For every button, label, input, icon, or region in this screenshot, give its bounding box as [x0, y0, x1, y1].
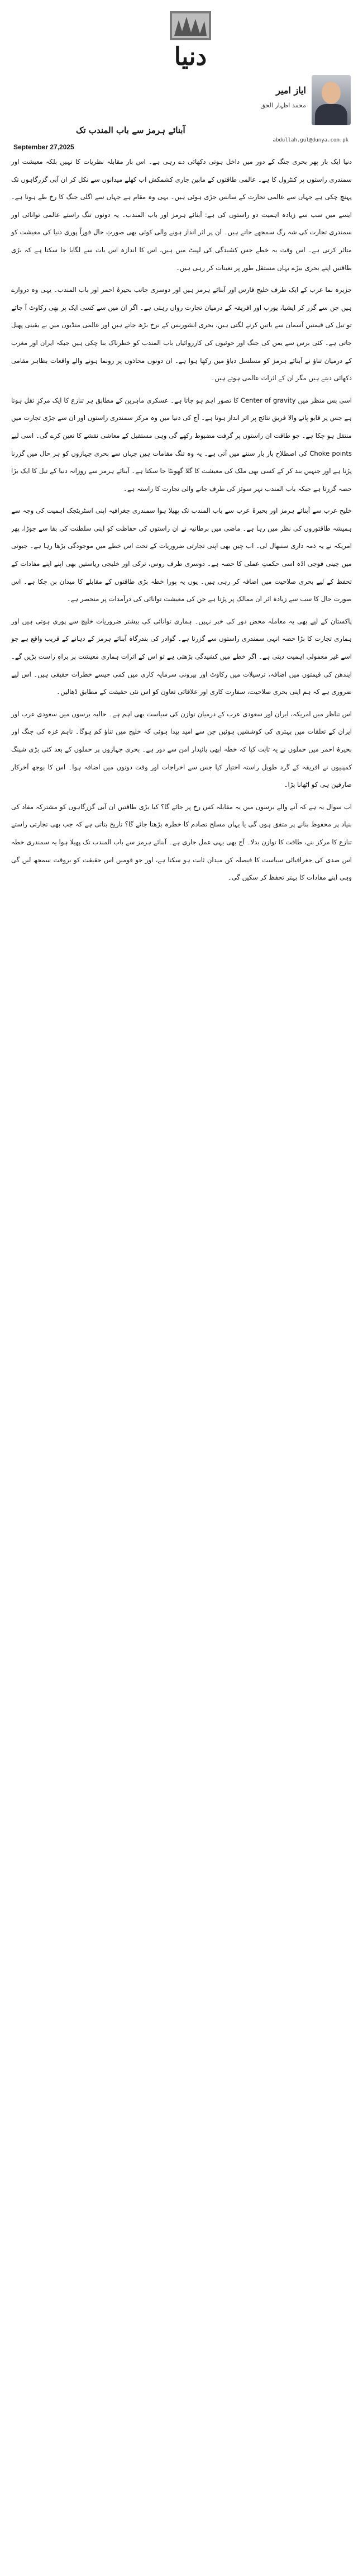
publication-date: September 27,2025 [13, 143, 74, 151]
article-paragraph: خلیج عرب سے آبنائے ہرمز اور بحیرۂ عرب سے باب المندب تک پھیلا ہوا سمندری جغرافیہ اپنی اسٹریٹجک اہمیت کی وجہ سے ہمیشہ طاقتوروں کی نظر میں رہا ہے۔ ماضی میں برطانیہ نے ان راستوں کی حفاظت کو اپنی سلطنت کی بقا سے جوڑا، پھر امریکہ نے یہ ذمہ داری سنبھال لی۔ اب چین بھی اپنی تجارتی ضروریات کے تحت اس خطے میں موجودگی بڑھا رہا ہے۔ جبوتی میں چینی فوجی اڈہ اسی حکمتِ عملی کا حصہ ہے۔ دوسری طرف روس، ترکی اور خلیجی ریاستیں بھی اپنے اپنے مفادات کے تحفظ کے لیے بحری صلاحیت میں اضافہ کر رہی ہیں۔ یوں یہ پورا خطہ بڑی طاقتوں کے مقابلے کا میدان بن چکا ہے۔ اس صورت حال کا سب سے زیادہ اثر ان ممالک پر پڑتا ہے جن کی معیشت توانائی کی درآمدات پر منحصر ہے۔ [11, 507, 352, 603]
column-header [9, 75, 354, 153]
article-paragraph: پاکستان کے لیے بھی یہ معاملہ محض دور کی خبر نہیں۔ ہماری توانائی کی بیشتر ضروریات خلیج سے پوری ہوتی ہیں اور ہماری تجارت کا بڑا حصہ انہی سمندری راستوں سے گزرتا ہے۔ گوادر کی بندرگاہ آبنائے ہرمز کے دہانے کے قریب واقع ہے جو اسے غیر معمولی اہمیت دیتی ہے۔ اگر خطے میں کشیدگی بڑھتی ہے تو اس کے اثرات ہماری معیشت پر براہِ راست پڑیں گے۔ ایندھن کی قیمتوں میں اضافہ، ترسیلات میں رکاوٹ اور بیرونی سرمایہ کاری میں کمی جیسے خطرات حقیقی ہیں۔ اس لیے ضروری ہے کہ ہم اپنی بحری صلاحیت، سفارت کاری اور علاقائی تعاون کو اس نئی حقیقت کے مطابق ڈھالیں۔ [11, 617, 352, 696]
article-paragraph: دنیا ایک بار پھر بحری جنگ کے دور میں داخل ہوتی دکھائی دے رہی ہے۔ اس بار مقابلہ نظریات کا نہیں بلکہ معیشت اور سمندری راستوں پر کنٹرول کا ہے۔ عالمی طاقتوں کے مابین جاری کشمکش اب کھلے میدانوں سے نکل کر ان آبی گزرگاہوں تک پہنچ چکی ہے جہاں سے عالمی تجارت کے سانس جڑی ہوئی ہیں۔ یہی وہ مقام ہے جہاں سے اگلی جنگ کا رخ طے ہونا ہے۔ ایسے میں سب سے زیادہ اہمیت دو راستوں کی ہے: آبنائے ہرمز اور باب المندب۔ یہ دونوں تنگ راستے عالمی توانائی اور سمندری تجارت کی شہ رگ سمجھے جاتے ہیں۔ ان پر اثر انداز ہونے والی کوئی بھی صورتِ حال فوراً پوری دنیا کی معیشت کو متاثر کرتی ہے۔ اس وقت یہ خطے جس کشیدگی کی لپیٹ میں ہیں، اس کا اندازہ اس بات سے لگایا جا سکتا ہے کہ بڑی طاقتیں اپنے بحری بیڑے یہاں مستقل طور پر تعینات کر رہی ہیں۔ [11, 158, 352, 272]
article-paragraph: اب سوال یہ ہے کہ آنے والے برسوں میں یہ مقابلہ کس رخ پر جائے گا؟ کیا بڑی طاقتیں ان آبی گزرگاہوں کو مشترکہ مفاد کی بنیاد پر محفوظ بنانے پر متفق ہوں گی یا یہاں مسلح تصادم کا خطرہ بڑھتا جائے گا؟ تاریخ بتاتی ہے کہ جب بھی تجارتی راستے تنازع کا مرکز بنے، طاقت کا توازن بدلا۔ آج بھی یہی عمل جاری ہے۔ آبنائے ہرمز سے باب المندب تک پھیلا ہوا یہ سمندری خطہ اس صدی کی جغرافیائی سیاست کا فیصلہ کن میدان ثابت ہو سکتا ہے، اور جو قومیں اس حقیقت کو بروقت سمجھ لیں گی وہی اپنے مفادات کا بہتر تحفظ کر سکیں گی۔ [11, 802, 352, 882]
author-email[interactable]: abdullah.gul@dunya.com.pk [273, 138, 348, 143]
article-paragraph: جزیرہ نما عرب کے ایک طرف خلیج فارس اور آبنائے ہرمز ہیں اور دوسری جانب بحیرۂ احمر اور باب المندب۔ یہی وہ دروازے ہیں جن سے گزر کر ایشیا، یورپ اور افریقہ کے درمیان تجارت رواں رہتی ہے۔ اگر ان میں سے کسی ایک پر بھی رکاوٹ آ جائے تو تیل کی قیمتیں آسمان سے باتیں کرنے لگتی ہیں، بحری انشورنس کے نرخ بڑھ جاتے ہیں اور عالمی منڈیوں میں بے یقینی پھیل جاتی ہے۔ کئی برس سے یمن کی جنگ اور حوثیوں کی کارروائیاں باب المندب کو خطرناک بنا چکی ہیں جبکہ ایران اور مغرب کے درمیان تناؤ نے آبنائے ہرمز کو مسلسل دباؤ میں رکھا ہوا ہے۔ ان دونوں محاذوں پر رونما ہونے والے واقعات بظاہر مقامی دکھائی دیتے ہیں مگر ان کے اثرات عالمی ہوتے ہیں۔ [11, 286, 352, 382]
article-paragraph: اس تناظر میں امریکہ، ایران اور سعودی عرب کے درمیان توازن کی سیاست بھی اہم ہے۔ حالیہ برسوں میں سعودی عرب اور ایران کے تعلقات میں بہتری کی کوششیں ہوئیں جن سے امید پیدا ہوئی کہ خلیج میں تناؤ کم ہوگا۔ تاہم غزہ کی جنگ اور بحیرۂ احمر میں حملوں نے یہ ثابت کیا کہ خطہ ابھی پائیدار امن سے دور ہے۔ بحری جہازوں پر حملوں کے بعد کئی بڑی شپنگ کمپنیوں نے افریقہ کے گرد طویل راستہ اختیار کیا جس سے اخراجات اور وقت دونوں میں اضافہ ہوا۔ اس کا بوجھ آخرکار صارفین ہی کو اٹھانا پڑا۔ [11, 710, 352, 789]
article-paragraph: اسی پس منظر میں Center of gravity کا تصور اہم ہو جاتا ہے۔ عسکری ماہرین کے مطابق ہر تنازع کا ایک مرکزِ ثقل ہوتا ہے جس پر قابو پانے والا فریق نتائج پر اثر انداز ہوتا ہے۔ آج کی دنیا میں وہ مرکز سمندری راستوں اور ان سے جڑی تجارت میں منتقل ہو چکا ہے۔ جو طاقت ان راستوں پر گرفت مضبوط رکھے گی وہی مستقبل کے معاشی نقشے کا تعین کرے گی۔ اسی لیے Choke points کی اصطلاح بار بار سننے میں آتی ہے۔ یہ وہ تنگ مقامات ہیں جہاں سے بحری جہازوں کو ہر حال میں گزرنا پڑتا ہے اور جنہیں بند کر کے کسی بھی ملک کی معیشت کا گلا گھونٹا جا سکتا ہے۔ آبنائے ہرمز سے روزانہ دنیا کے تیل کا ایک بڑا حصہ گزرتا ہے جبکہ باب المندب نہر سوئز کی طرف جانے والی تجارت کا راستہ ہے۔ [11, 396, 352, 493]
masthead [9, 6, 354, 73]
author-photo [312, 75, 351, 125]
author-box [256, 75, 351, 136]
author-face [322, 82, 341, 104]
author-subtitle: محمد اظہار الحق [260, 102, 306, 109]
article-body [9, 153, 354, 887]
author-shirt [315, 104, 347, 125]
author-name: ایاز امیر [276, 85, 306, 96]
logo-text: دنیا [174, 42, 207, 69]
newspaper-logo [149, 9, 232, 69]
column-headline: آبنائے ہرمز سے باب المندب تک [76, 125, 185, 135]
newspaper-logo-icon [149, 9, 232, 69]
